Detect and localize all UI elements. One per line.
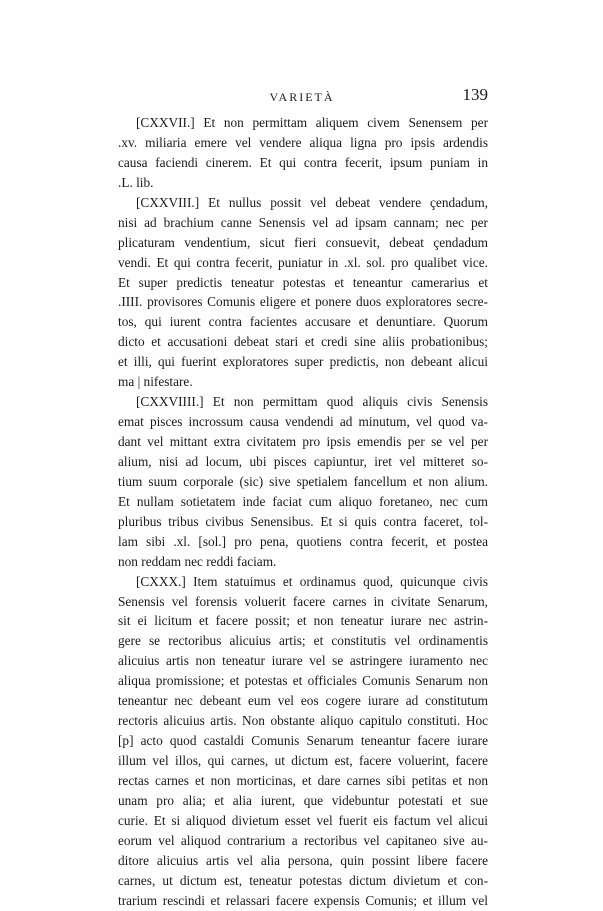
text-line: .IIII. provisores Comunis eligere et ponere duos exploratores secre- <box>118 294 488 310</box>
text-line: non reddam nec reddi faciam. <box>118 553 277 569</box>
text-line: trarium rescindi et relassari facere expensis Comunis; et illum vel <box>118 892 488 908</box>
text-line: alium, nisi ad locum, ubi pisces capiuntur, iret vel mitteret so- <box>118 453 488 469</box>
text-line: tos, qui iurent contra facientes accusare et denuntiare. Quorum <box>118 314 488 330</box>
text-line: alicuius artis non teneatur iurare vel se astringere iuramento nec <box>118 653 488 669</box>
text-line: .xv. miliaria emere vel vendere aliqua ligna pro ipsis ardendis <box>118 134 488 150</box>
text-line: ditore alicuius artis vel alia persona, quin possint libere facere <box>118 852 488 868</box>
text-line: ma | nifestare. <box>118 374 193 390</box>
text-line: .L. lib. <box>118 174 154 190</box>
text-line: plicaturam vendentium, sicut fieri consuevit, debeat çendadum <box>118 234 488 250</box>
text-line: sit ei licitum et facere possit; et non teneatur iurare nec astrin- <box>118 613 488 629</box>
text-line: aliqua promissione; et potestas et officiales Comunis Senarum non <box>118 673 488 689</box>
body-text <box>118 113 488 911</box>
text-line: Senensis vel forensis voluerit facere carnes in civitate Senarum, <box>118 593 488 609</box>
text-line: vendi. Et qui contra fecerit, puniatur in .xl. sol. pro qualibet vice. <box>118 254 488 270</box>
text-line: unam pro alia; et alia iurent, que videbuntur potestati et sue <box>118 792 488 808</box>
text-line: emat pisces incrossum causa vendendi ad minutum, vel quod va- <box>118 414 488 430</box>
text-line: lam sibi .xl. [sol.] pro pena, quotiens contra fecerit, et postea <box>118 533 488 549</box>
text-line: rectas carnes et non morticinas, et dare carnes sibi petitas et non <box>118 772 488 788</box>
text-line: rectoris alicuius artis. Non obstante aliquo capitulo constituti. Hoc <box>118 713 488 729</box>
text-line: [CXXVII.] Et non permittam aliquem civem Senensem per <box>136 115 488 130</box>
text-line: nisi ad brachium canne Senensis vel ad ipsam cannam; nec per <box>118 214 488 230</box>
text-line: tium suum corporale (sic) sive spetialem fancellum et non alium. <box>118 473 488 489</box>
text-line: [CXXX.] Item statuimus et ordinamus quod, quicunque civis <box>136 573 488 589</box>
text-line: illum vel illos, qui carnes, ut dictum est, facere voluerint, facere <box>118 753 488 768</box>
text-line: eorum vel aliquod contrarium a rectoribus vel capitaneo sive au- <box>118 832 488 848</box>
text-line: dant vel mittant extra civitatem pro ipsis emendis per se vel per <box>118 434 488 449</box>
text-line: [CXXVIIII.] Et non permittam quod aliquis civis Senensis <box>136 394 488 410</box>
text-line: Et super predictis teneatur potestas et teneantur camerarius et <box>118 274 488 290</box>
text-line: et illi, qui fuerint exploratores super predictis, non debeant alicui <box>118 354 488 370</box>
page-number: 139 <box>462 85 488 104</box>
running-head <box>118 86 486 110</box>
text-line: pluribus tribus civibus Senensibus. Et si quis contra faceret, tol- <box>118 513 488 529</box>
text-line: curie. Et si aliquod divietum esset vel fuerit eis factum vel alicui <box>118 812 488 828</box>
text-line: carnes, ut dictum est, teneatur potestas dictum divietum et con- <box>118 872 488 888</box>
text-line: Et nullam sotietatem inde faciat cum aliquo foretaneo, nec cum <box>118 493 488 509</box>
text-line: gere se rectoribus alicuius artis; et constitutis vel ordinamentis <box>118 633 488 649</box>
running-title: VARIETÀ <box>269 90 335 104</box>
text-line: teneantur nec debeant eum vel eos cogere iurare ad constitutum <box>118 693 488 709</box>
text-line: dicto et accusationi debeat stari et credi sine aliis probationibus; <box>118 334 488 350</box>
text-line: causa faciendi cinerem. Et qui contra fecerit, ipsum puniam in <box>118 154 488 170</box>
text-line: [CXXVIII.] Et nullus possit vel debeat vendere çendadum, <box>136 194 488 210</box>
text-line: [p] acto quod castaldi Comunis Senarum teneantur facere iurare <box>118 733 488 749</box>
